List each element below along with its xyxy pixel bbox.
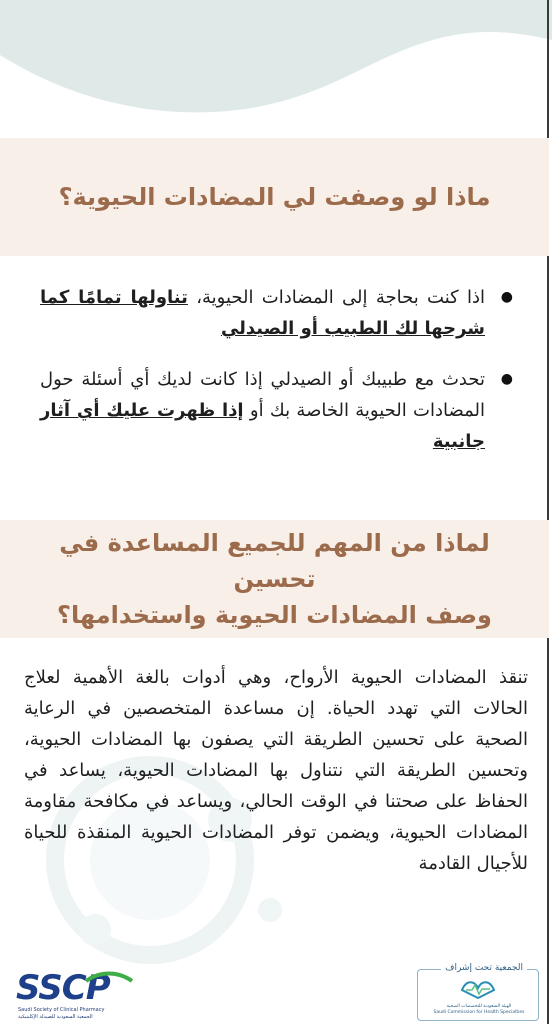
section2-heading-line1: لماذا من المهم للجميع المساعدة في تحسين [59,529,490,593]
advice-list [40,282,511,477]
sscp-logo-text: SSCP [16,968,110,1008]
scfhs-name-en: Saudi Commission for Health Specialties [433,1010,525,1015]
bullet-icon: ● [500,371,513,387]
advice-item-2-text: تحدث مع طبيبك أو الصيدلي إذا كانت لديك أي أسئلة حول المضادات الحيوية الخاصة بك أو [40,369,486,421]
advice-item-2-emphasis: إذا ظهرت عليك أي آثار جانبية [40,400,485,452]
bullet-icon: ● [500,289,513,305]
advice-item-1-emphasis: تناولها تمامًا كما شرحها لك الطبيب أو الصيدلي [40,287,485,339]
advice-item-2 [40,364,513,457]
scfhs-name-ar: الهيئة السعودية للتخصصات الصحية [446,1004,512,1009]
section2-heading-line2: وصف المضادات الحيوية واستخدامها؟ [57,601,492,629]
sscp-logo-mark-icon [14,965,144,1009]
sscp-name-en: Saudi Society of Clinical Pharmacy [18,1007,105,1013]
advice-item-1 [40,282,513,344]
sscp-logo [14,965,144,1021]
advice-item-1-text: اذا كنت بحاجة إلى المضادات الحيوية، [187,287,485,308]
footer [0,955,549,1024]
section1-heading: ماذا لو وصفت لي المضادات الحيوية؟ [58,183,491,211]
section2-body-text: تنقذ المضادات الحيوية الأرواح، وهي أدوات بالغة الأهمية لعلاج الحالات التي تهدد الحياة. إن مساعدة المتخصصين في الرعاية الصحية على تحسين الطريقة التي يصفون بها المضادات الحيوية، وتحسين الطريقة التي نتناول بها المضادات الحيوية، يساعد في الحفاظ على صحتنا في الوقت الحالي، ويساعد في مكافحة مقاومة المضادات الحيوية، ويضمن توفر المضادات الحيوية المنقذة للحياة للأجيال القادمة [24,667,528,874]
top-wave-decoration [0,0,552,140]
section2-header-band [0,520,549,638]
scfhs-label: الجمعية تحت إشراف [441,963,527,973]
sscp-name-ar: الجمعية السعودية للصيدلة الإكلينيكية [18,1014,93,1020]
scfhs-emblem-icon [458,978,498,1000]
section1-header-band [0,138,549,256]
scfhs-name [424,1004,534,1016]
scfhs-logo-frame [417,969,539,1021]
section2-heading [0,525,549,633]
scfhs-logo [417,963,541,1021]
